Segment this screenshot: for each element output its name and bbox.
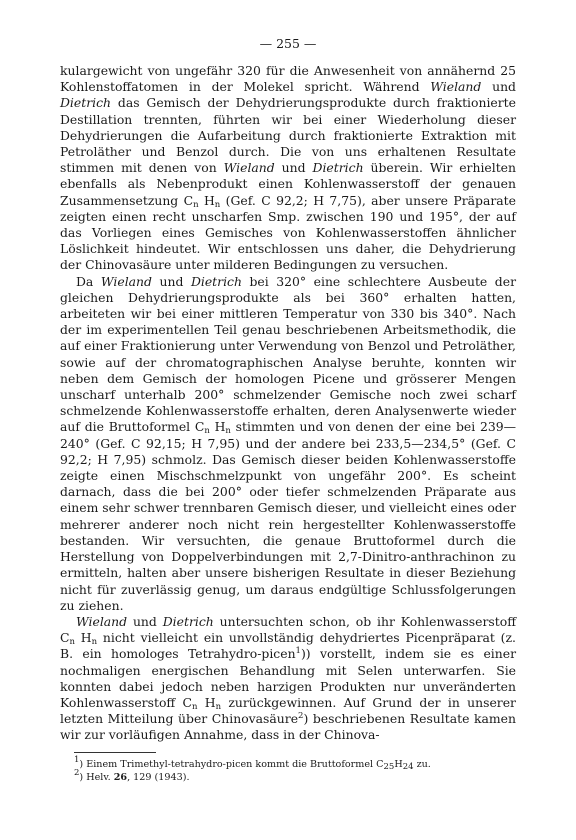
text-run: , 129 (1943). xyxy=(127,771,190,783)
text-run: Da xyxy=(76,273,101,289)
subscript: n xyxy=(225,426,231,437)
author-name: Dietrich xyxy=(190,273,242,289)
text-run: ) Helv. xyxy=(79,771,114,783)
text-run: zurückgewinnen. Auf Grund der in unserer letzten Mitteilung über Chinovasäure xyxy=(60,694,516,727)
text-run: das Gemisch der Dehydrierungsprodukte durch fraktionierte Destillation trennten, führten wir bei einer Wiederholung dieser Dehydrierungen die Aufarbeitung durch fraktionierte Extraktion mit Petroläther und Benzol durch. Die von uns erhaltenen Resultate stimmen mit denen von xyxy=(60,95,516,176)
text-run: H xyxy=(198,192,215,208)
footnote xyxy=(74,767,516,784)
text-run: H xyxy=(394,758,403,770)
text-run: H xyxy=(209,419,226,435)
text-run: überein. Wir erhielten ebenfalls als Nebenprodukt einen Kohlenwasserstoff der genauen Zusammensetzung C xyxy=(60,160,516,208)
paragraph xyxy=(60,63,516,274)
author-name: Dietrich xyxy=(162,613,214,629)
paragraph xyxy=(60,614,516,744)
page-number: — 255 — xyxy=(259,36,317,51)
author-name: Wieland xyxy=(76,613,128,629)
subscript: n xyxy=(214,199,221,210)
text-run: H xyxy=(74,630,92,646)
subscript: n xyxy=(91,637,98,648)
subscript: n xyxy=(193,199,199,210)
subscript: n xyxy=(192,701,198,712)
page xyxy=(60,36,516,784)
text-run: und xyxy=(127,613,163,629)
text-run: nicht vielleicht ein unvollständig dehydriertes Picenpräparat (z. B. ein homologes Tetrahydro-picen xyxy=(60,630,516,662)
author-name: Wieland xyxy=(223,160,275,176)
author-name: Dietrich xyxy=(60,95,112,111)
footnote-marker: 1 xyxy=(295,646,301,657)
text-run: )) vorstellt, indem sie es einer nochmaligen energischen Behandlung mit Selen unterwarfen. Sie konnten dabei jedoch neben harzigen Produkten nur unveränderten Kohlenwasserstoff C xyxy=(60,646,516,710)
volume-number: 26 xyxy=(113,771,128,783)
text-run: (Gef. C 92,2; H 7,75), aber unsere Präparate zeigten einen recht unscharfen Smp. zwischen 190 und 195°, der auf das Vorliegen eines Gemisches von Kohlenwasserstoffen ähnlicher Löslichkeit hindeutet. Wir entschlossen uns daher, die Dehydrierung der Chinovasäure unter milderen Bedingungen zu versuchen. xyxy=(60,192,516,273)
footnote-marker: 1 xyxy=(74,754,80,765)
footnotes xyxy=(60,754,516,784)
paragraph xyxy=(60,274,516,614)
body-text xyxy=(60,63,516,744)
subscript: n xyxy=(215,701,222,712)
text-run: und xyxy=(151,273,191,289)
text-run: H xyxy=(197,694,216,710)
subscript: n xyxy=(69,637,75,648)
author-name: Wieland xyxy=(100,273,152,289)
footnote-separator xyxy=(74,752,156,753)
text-run: stimmten und von denen der eine bei 239—240° (Gef. C 92,15; H 7,95) und der andere bei 233,5—234,5° (Gef. C 92,2; H 7,95) schmolz. Das Gemisch dieser beiden Kohlenwasserstoffe zeigte einen Mischschmelzpunkt von ungefähr 200°. Es scheint darnach, dass die bei 200° oder tiefer schmelzenden Präparate aus einem sehr schwer trennbaren Gemisch dieser, und vielleicht eines oder mehrerer anderer noch nicht rein hergestellter Kohlenwasserstoffe bestanden. Wir versuchten, die genaue Bruttoformel durch die Herstellung von Doppelverbindungen mit 2,7-Dinitro-anthrachinon zu ermitteln, halten aber unsere bisherigen Resultate in dieser Beziehung nicht für zuverlässig genug, um daraus endgültige Schlussfolgerungen zu ziehen. xyxy=(60,419,516,613)
subscript: 25 xyxy=(383,761,395,772)
text-run: und xyxy=(481,79,516,95)
text-run: und xyxy=(274,160,313,176)
text-run: kulargewicht von ungefähr 320 für die Anwesenheit von annähernd 25 Kohlenstoffatomen in der Molekel spricht. Während xyxy=(60,63,516,95)
author-name: Wieland xyxy=(430,79,482,95)
text-run: ) Einem Trimethyl-tetrahydro-picen kommt die Bruttoformel C xyxy=(79,758,384,770)
footnote-marker: 2 xyxy=(298,711,304,722)
text-run: zu. xyxy=(413,758,431,770)
text-run: ) beschriebenen Resultate kamen wir zur vorläufigen Annahme, dass in der Chinova- xyxy=(60,711,516,743)
footnote xyxy=(74,754,516,772)
text-run: bei 320° eine schlechtere Ausbeute der gleichen Dehydrierungsprodukte als bei 360° erhalten hatten, arbeiteten wir bei einer mittleren Temperatur von 330 bis 340°. Nach der im experimentellen Teil genau beschriebenen Arbeitsmethodik, die auf einer Fraktionierung unter Verwendung von Benzol und Petroläther, sowie auf der chromatographischen Analyse beruhte, konnten wir neben dem Gemisch der homologen Picene und grösserer Mengen unscharf unterhalb 200° schmelzender Gemische noch zwei scharf schmelzende Kohlenwasserstoffe erhalten, deren Analysenwerte wieder auf die Bruttoformel C xyxy=(60,273,516,435)
author-name: Dietrich xyxy=(312,160,364,176)
subscript: n xyxy=(204,426,210,437)
footnote-marker: 2 xyxy=(74,767,80,778)
text-run: untersuchten schon, ob ihr Kohlenwasserstoff C xyxy=(60,613,516,646)
subscript: 24 xyxy=(402,761,414,772)
